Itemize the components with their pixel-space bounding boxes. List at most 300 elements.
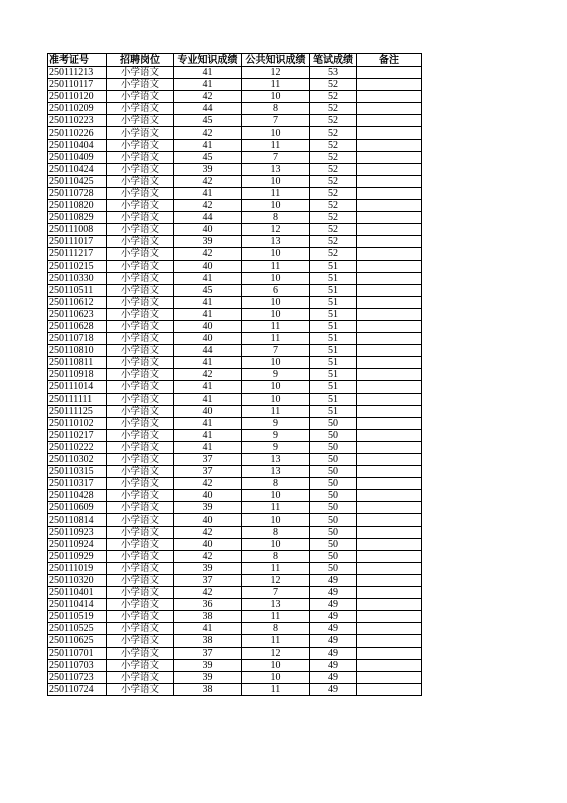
public-score-cell: 10 bbox=[242, 127, 310, 139]
professional-score-cell: 42 bbox=[174, 200, 242, 212]
position-cell: 小学语文 bbox=[107, 405, 174, 417]
public-score-cell: 6 bbox=[242, 284, 310, 296]
header-exam-id: 准考证号 bbox=[48, 54, 107, 67]
table-row bbox=[48, 514, 422, 526]
table-row bbox=[48, 478, 422, 490]
position-cell: 小学语文 bbox=[107, 357, 174, 369]
written-score-cell: 50 bbox=[310, 429, 357, 441]
remarks-cell bbox=[357, 236, 422, 248]
table-row bbox=[48, 272, 422, 284]
professional-score-cell: 41 bbox=[174, 357, 242, 369]
written-score-cell: 51 bbox=[310, 393, 357, 405]
exam-id-cell: 250111019 bbox=[48, 562, 107, 574]
exam-id-cell: 250110923 bbox=[48, 526, 107, 538]
written-score-cell: 50 bbox=[310, 502, 357, 514]
professional-score-cell: 38 bbox=[174, 635, 242, 647]
remarks-cell bbox=[357, 308, 422, 320]
remarks-cell bbox=[357, 284, 422, 296]
position-cell: 小学语文 bbox=[107, 466, 174, 478]
position-cell: 小学语文 bbox=[107, 345, 174, 357]
header-written-score: 笔试成绩 bbox=[310, 54, 357, 67]
table-row bbox=[48, 417, 422, 429]
remarks-cell bbox=[357, 79, 422, 91]
position-cell: 小学语文 bbox=[107, 599, 174, 611]
written-score-cell: 50 bbox=[310, 441, 357, 453]
professional-score-cell: 38 bbox=[174, 611, 242, 623]
table-row bbox=[48, 502, 422, 514]
exam-id-cell: 250111008 bbox=[48, 224, 107, 236]
exam-id-cell: 250110924 bbox=[48, 538, 107, 550]
public-score-cell: 10 bbox=[242, 200, 310, 212]
remarks-cell bbox=[357, 357, 422, 369]
remarks-cell bbox=[357, 67, 422, 79]
written-score-cell: 50 bbox=[310, 466, 357, 478]
table-row bbox=[48, 357, 422, 369]
table-row bbox=[48, 308, 422, 320]
exam-id-cell: 250110829 bbox=[48, 212, 107, 224]
remarks-cell bbox=[357, 393, 422, 405]
public-score-cell: 7 bbox=[242, 587, 310, 599]
public-score-cell: 12 bbox=[242, 67, 310, 79]
professional-score-cell: 44 bbox=[174, 212, 242, 224]
professional-score-cell: 41 bbox=[174, 381, 242, 393]
public-score-cell: 12 bbox=[242, 647, 310, 659]
professional-score-cell: 41 bbox=[174, 79, 242, 91]
table-row bbox=[48, 333, 422, 345]
exam-id-cell: 250110525 bbox=[48, 623, 107, 635]
professional-score-cell: 38 bbox=[174, 683, 242, 695]
public-score-cell: 10 bbox=[242, 671, 310, 683]
remarks-cell bbox=[357, 212, 422, 224]
written-score-cell: 49 bbox=[310, 611, 357, 623]
table-row bbox=[48, 671, 422, 683]
professional-score-cell: 42 bbox=[174, 91, 242, 103]
written-score-cell: 52 bbox=[310, 151, 357, 163]
professional-score-cell: 39 bbox=[174, 236, 242, 248]
table-row bbox=[48, 79, 422, 91]
written-score-cell: 50 bbox=[310, 562, 357, 574]
professional-score-cell: 39 bbox=[174, 671, 242, 683]
remarks-cell bbox=[357, 429, 422, 441]
professional-score-cell: 41 bbox=[174, 308, 242, 320]
table-row bbox=[48, 151, 422, 163]
table-row bbox=[48, 393, 422, 405]
written-score-cell: 52 bbox=[310, 248, 357, 260]
written-score-cell: 52 bbox=[310, 175, 357, 187]
written-score-cell: 50 bbox=[310, 478, 357, 490]
exam-id-cell: 250111217 bbox=[48, 248, 107, 260]
table-row bbox=[48, 647, 422, 659]
table-row bbox=[48, 296, 422, 308]
position-cell: 小学语文 bbox=[107, 200, 174, 212]
professional-score-cell: 37 bbox=[174, 574, 242, 586]
exam-id-cell: 250110428 bbox=[48, 490, 107, 502]
table-row bbox=[48, 587, 422, 599]
remarks-cell bbox=[357, 671, 422, 683]
public-score-cell: 11 bbox=[242, 611, 310, 623]
exam-id-cell: 250110320 bbox=[48, 574, 107, 586]
exam-id-cell: 250111017 bbox=[48, 236, 107, 248]
table-row bbox=[48, 345, 422, 357]
table-row bbox=[48, 163, 422, 175]
position-cell: 小学语文 bbox=[107, 393, 174, 405]
position-cell: 小学语文 bbox=[107, 514, 174, 526]
public-score-cell: 11 bbox=[242, 683, 310, 695]
position-cell: 小学语文 bbox=[107, 296, 174, 308]
public-score-cell: 10 bbox=[242, 272, 310, 284]
professional-score-cell: 39 bbox=[174, 562, 242, 574]
table-row bbox=[48, 381, 422, 393]
remarks-cell bbox=[357, 562, 422, 574]
position-cell: 小学语文 bbox=[107, 478, 174, 490]
exam-id-cell: 250110209 bbox=[48, 103, 107, 115]
exam-id-cell: 250110317 bbox=[48, 478, 107, 490]
exam-id-cell: 250110811 bbox=[48, 357, 107, 369]
remarks-cell bbox=[357, 272, 422, 284]
table-row bbox=[48, 284, 422, 296]
professional-score-cell: 37 bbox=[174, 647, 242, 659]
table-row bbox=[48, 103, 422, 115]
written-score-cell: 51 bbox=[310, 260, 357, 272]
exam-id-cell: 250110723 bbox=[48, 671, 107, 683]
public-score-cell: 10 bbox=[242, 91, 310, 103]
written-score-cell: 50 bbox=[310, 490, 357, 502]
position-cell: 小学语文 bbox=[107, 67, 174, 79]
position-cell: 小学语文 bbox=[107, 236, 174, 248]
public-score-cell: 8 bbox=[242, 478, 310, 490]
exam-id-cell: 250110222 bbox=[48, 441, 107, 453]
remarks-cell bbox=[357, 127, 422, 139]
remarks-cell bbox=[357, 574, 422, 586]
public-score-cell: 8 bbox=[242, 623, 310, 635]
professional-score-cell: 37 bbox=[174, 454, 242, 466]
position-cell: 小学语文 bbox=[107, 163, 174, 175]
remarks-cell bbox=[357, 647, 422, 659]
written-score-cell: 49 bbox=[310, 623, 357, 635]
remarks-cell bbox=[357, 103, 422, 115]
remarks-cell bbox=[357, 623, 422, 635]
exam-id-cell: 250110120 bbox=[48, 91, 107, 103]
public-score-cell: 11 bbox=[242, 635, 310, 647]
remarks-cell bbox=[357, 599, 422, 611]
professional-score-cell: 40 bbox=[174, 224, 242, 236]
public-score-cell: 11 bbox=[242, 502, 310, 514]
public-score-cell: 7 bbox=[242, 151, 310, 163]
remarks-cell bbox=[357, 502, 422, 514]
professional-score-cell: 42 bbox=[174, 478, 242, 490]
position-cell: 小学语文 bbox=[107, 187, 174, 199]
written-score-cell: 52 bbox=[310, 103, 357, 115]
table-row bbox=[48, 260, 422, 272]
remarks-cell bbox=[357, 139, 422, 151]
remarks-cell bbox=[357, 320, 422, 332]
public-score-cell: 8 bbox=[242, 212, 310, 224]
written-score-cell: 52 bbox=[310, 212, 357, 224]
professional-score-cell: 45 bbox=[174, 115, 242, 127]
position-cell: 小学语文 bbox=[107, 212, 174, 224]
exam-id-cell: 250110609 bbox=[48, 502, 107, 514]
exam-id-cell: 250111213 bbox=[48, 67, 107, 79]
professional-score-cell: 40 bbox=[174, 514, 242, 526]
exam-id-cell: 250110102 bbox=[48, 417, 107, 429]
written-score-cell: 51 bbox=[310, 320, 357, 332]
professional-score-cell: 45 bbox=[174, 284, 242, 296]
remarks-cell bbox=[357, 151, 422, 163]
professional-score-cell: 42 bbox=[174, 550, 242, 562]
remarks-cell bbox=[357, 466, 422, 478]
position-cell: 小学语文 bbox=[107, 417, 174, 429]
position-cell: 小学语文 bbox=[107, 526, 174, 538]
public-score-cell: 9 bbox=[242, 417, 310, 429]
table-row bbox=[48, 574, 422, 586]
remarks-cell bbox=[357, 514, 422, 526]
professional-score-cell: 39 bbox=[174, 163, 242, 175]
table-row bbox=[48, 429, 422, 441]
exam-id-cell: 250110625 bbox=[48, 635, 107, 647]
exam-id-cell: 250111111 bbox=[48, 393, 107, 405]
header-row bbox=[48, 54, 422, 67]
table-row bbox=[48, 187, 422, 199]
remarks-cell bbox=[357, 417, 422, 429]
score-table bbox=[47, 53, 422, 696]
public-score-cell: 13 bbox=[242, 454, 310, 466]
position-cell: 小学语文 bbox=[107, 671, 174, 683]
public-score-cell: 9 bbox=[242, 441, 310, 453]
written-score-cell: 51 bbox=[310, 308, 357, 320]
written-score-cell: 50 bbox=[310, 417, 357, 429]
public-score-cell: 12 bbox=[242, 224, 310, 236]
public-score-cell: 11 bbox=[242, 139, 310, 151]
position-cell: 小学语文 bbox=[107, 139, 174, 151]
written-score-cell: 49 bbox=[310, 599, 357, 611]
position-cell: 小学语文 bbox=[107, 79, 174, 91]
professional-score-cell: 40 bbox=[174, 490, 242, 502]
professional-score-cell: 41 bbox=[174, 417, 242, 429]
professional-score-cell: 42 bbox=[174, 127, 242, 139]
exam-id-cell: 250110820 bbox=[48, 200, 107, 212]
professional-score-cell: 44 bbox=[174, 103, 242, 115]
position-cell: 小学语文 bbox=[107, 502, 174, 514]
written-score-cell: 51 bbox=[310, 333, 357, 345]
position-cell: 小学语文 bbox=[107, 635, 174, 647]
position-cell: 小学语文 bbox=[107, 538, 174, 550]
public-score-cell: 11 bbox=[242, 333, 310, 345]
remarks-cell bbox=[357, 187, 422, 199]
exam-id-cell: 250110215 bbox=[48, 260, 107, 272]
table-row bbox=[48, 490, 422, 502]
position-cell: 小学语文 bbox=[107, 647, 174, 659]
exam-id-cell: 250110703 bbox=[48, 659, 107, 671]
position-cell: 小学语文 bbox=[107, 562, 174, 574]
table-row bbox=[48, 599, 422, 611]
exam-id-cell: 250110414 bbox=[48, 599, 107, 611]
written-score-cell: 51 bbox=[310, 296, 357, 308]
remarks-cell bbox=[357, 369, 422, 381]
position-cell: 小学语文 bbox=[107, 320, 174, 332]
table-row bbox=[48, 175, 422, 187]
public-score-cell: 11 bbox=[242, 562, 310, 574]
position-cell: 小学语文 bbox=[107, 127, 174, 139]
public-score-cell: 10 bbox=[242, 357, 310, 369]
public-score-cell: 11 bbox=[242, 320, 310, 332]
exam-id-cell: 250110519 bbox=[48, 611, 107, 623]
exam-id-cell: 250110929 bbox=[48, 550, 107, 562]
written-score-cell: 51 bbox=[310, 369, 357, 381]
position-cell: 小学语文 bbox=[107, 490, 174, 502]
public-score-cell: 11 bbox=[242, 405, 310, 417]
professional-score-cell: 41 bbox=[174, 67, 242, 79]
remarks-cell bbox=[357, 611, 422, 623]
table-row bbox=[48, 127, 422, 139]
professional-score-cell: 41 bbox=[174, 441, 242, 453]
professional-score-cell: 41 bbox=[174, 139, 242, 151]
exam-id-cell: 250111125 bbox=[48, 405, 107, 417]
written-score-cell: 52 bbox=[310, 79, 357, 91]
written-score-cell: 53 bbox=[310, 67, 357, 79]
position-cell: 小学语文 bbox=[107, 611, 174, 623]
remarks-cell bbox=[357, 478, 422, 490]
written-score-cell: 49 bbox=[310, 635, 357, 647]
professional-score-cell: 42 bbox=[174, 248, 242, 260]
public-score-cell: 10 bbox=[242, 393, 310, 405]
exam-id-cell: 250110612 bbox=[48, 296, 107, 308]
remarks-cell bbox=[357, 405, 422, 417]
table-row bbox=[48, 200, 422, 212]
written-score-cell: 50 bbox=[310, 550, 357, 562]
remarks-cell bbox=[357, 91, 422, 103]
table-row bbox=[48, 91, 422, 103]
public-score-cell: 10 bbox=[242, 538, 310, 550]
written-score-cell: 50 bbox=[310, 514, 357, 526]
table-row bbox=[48, 139, 422, 151]
position-cell: 小学语文 bbox=[107, 333, 174, 345]
table-row bbox=[48, 526, 422, 538]
position-cell: 小学语文 bbox=[107, 151, 174, 163]
table-row bbox=[48, 212, 422, 224]
remarks-cell bbox=[357, 248, 422, 260]
table-row bbox=[48, 454, 422, 466]
position-cell: 小学语文 bbox=[107, 272, 174, 284]
professional-score-cell: 41 bbox=[174, 272, 242, 284]
position-cell: 小学语文 bbox=[107, 284, 174, 296]
exam-id-cell: 250110217 bbox=[48, 429, 107, 441]
exam-id-cell: 250110302 bbox=[48, 454, 107, 466]
written-score-cell: 51 bbox=[310, 357, 357, 369]
exam-id-cell: 250110724 bbox=[48, 683, 107, 695]
written-score-cell: 50 bbox=[310, 526, 357, 538]
public-score-cell: 13 bbox=[242, 236, 310, 248]
position-cell: 小学语文 bbox=[107, 550, 174, 562]
professional-score-cell: 36 bbox=[174, 599, 242, 611]
table-row bbox=[48, 550, 422, 562]
exam-id-cell: 250110810 bbox=[48, 345, 107, 357]
written-score-cell: 49 bbox=[310, 671, 357, 683]
written-score-cell: 51 bbox=[310, 272, 357, 284]
public-score-cell: 10 bbox=[242, 175, 310, 187]
exam-id-cell: 250110918 bbox=[48, 369, 107, 381]
written-score-cell: 49 bbox=[310, 574, 357, 586]
public-score-cell: 10 bbox=[242, 381, 310, 393]
public-score-cell: 7 bbox=[242, 115, 310, 127]
professional-score-cell: 42 bbox=[174, 526, 242, 538]
exam-id-cell: 250110511 bbox=[48, 284, 107, 296]
position-cell: 小学语文 bbox=[107, 103, 174, 115]
public-score-cell: 13 bbox=[242, 599, 310, 611]
remarks-cell bbox=[357, 115, 422, 127]
table-row bbox=[48, 224, 422, 236]
public-score-cell: 8 bbox=[242, 526, 310, 538]
exam-id-cell: 250110226 bbox=[48, 127, 107, 139]
written-score-cell: 51 bbox=[310, 284, 357, 296]
public-score-cell: 9 bbox=[242, 429, 310, 441]
position-cell: 小学语文 bbox=[107, 224, 174, 236]
position-cell: 小学语文 bbox=[107, 587, 174, 599]
written-score-cell: 50 bbox=[310, 454, 357, 466]
position-cell: 小学语文 bbox=[107, 659, 174, 671]
public-score-cell: 13 bbox=[242, 163, 310, 175]
header-remarks: 备注 bbox=[357, 54, 422, 67]
professional-score-cell: 41 bbox=[174, 296, 242, 308]
professional-score-cell: 42 bbox=[174, 175, 242, 187]
exam-id-cell: 250110718 bbox=[48, 333, 107, 345]
remarks-cell bbox=[357, 381, 422, 393]
written-score-cell: 49 bbox=[310, 647, 357, 659]
position-cell: 小学语文 bbox=[107, 683, 174, 695]
table-row bbox=[48, 635, 422, 647]
exam-id-cell: 250110401 bbox=[48, 587, 107, 599]
remarks-cell bbox=[357, 454, 422, 466]
exam-id-cell: 250110814 bbox=[48, 514, 107, 526]
professional-score-cell: 40 bbox=[174, 320, 242, 332]
position-cell: 小学语文 bbox=[107, 429, 174, 441]
professional-score-cell: 44 bbox=[174, 345, 242, 357]
table-row bbox=[48, 562, 422, 574]
public-score-cell: 13 bbox=[242, 466, 310, 478]
exam-id-cell: 250110425 bbox=[48, 175, 107, 187]
public-score-cell: 11 bbox=[242, 79, 310, 91]
remarks-cell bbox=[357, 175, 422, 187]
position-cell: 小学语文 bbox=[107, 308, 174, 320]
remarks-cell bbox=[357, 345, 422, 357]
remarks-cell bbox=[357, 200, 422, 212]
written-score-cell: 52 bbox=[310, 236, 357, 248]
professional-score-cell: 45 bbox=[174, 151, 242, 163]
remarks-cell bbox=[357, 333, 422, 345]
professional-score-cell: 40 bbox=[174, 538, 242, 550]
exam-id-cell: 250110330 bbox=[48, 272, 107, 284]
remarks-cell bbox=[357, 526, 422, 538]
remarks-cell bbox=[357, 538, 422, 550]
table-row bbox=[48, 320, 422, 332]
public-score-cell: 7 bbox=[242, 345, 310, 357]
written-score-cell: 50 bbox=[310, 538, 357, 550]
table-row bbox=[48, 67, 422, 79]
professional-score-cell: 40 bbox=[174, 333, 242, 345]
position-cell: 小学语文 bbox=[107, 623, 174, 635]
professional-score-cell: 40 bbox=[174, 260, 242, 272]
written-score-cell: 49 bbox=[310, 587, 357, 599]
position-cell: 小学语文 bbox=[107, 91, 174, 103]
position-cell: 小学语文 bbox=[107, 260, 174, 272]
header-professional-score: 专业知识成绩 bbox=[174, 54, 242, 67]
professional-score-cell: 41 bbox=[174, 187, 242, 199]
table-row bbox=[48, 236, 422, 248]
public-score-cell: 8 bbox=[242, 550, 310, 562]
exam-id-cell: 250110728 bbox=[48, 187, 107, 199]
table-row bbox=[48, 248, 422, 260]
table-row bbox=[48, 623, 422, 635]
exam-id-cell: 250110315 bbox=[48, 466, 107, 478]
